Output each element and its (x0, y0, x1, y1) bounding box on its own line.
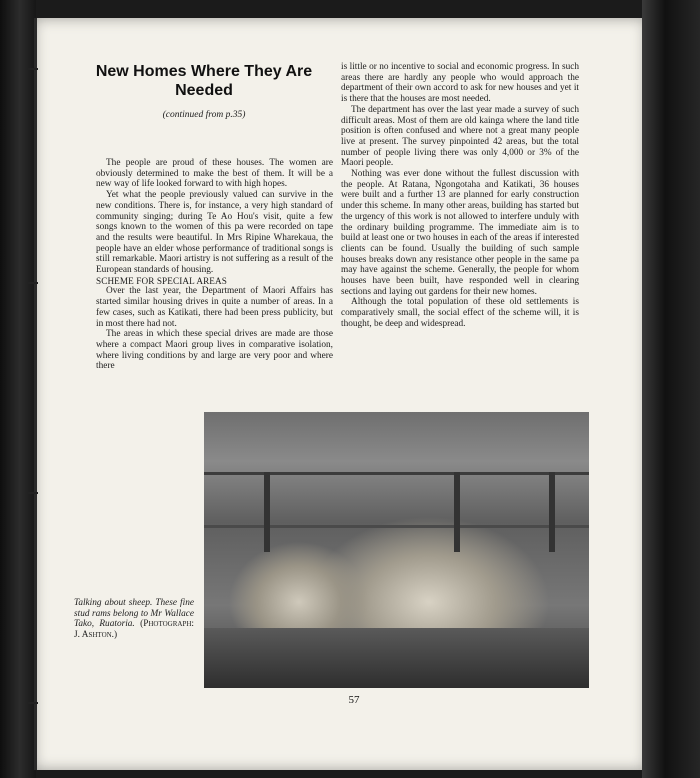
binding-tick (28, 282, 38, 284)
right-column (341, 62, 579, 330)
left-column (96, 158, 333, 372)
scan-right-edge (642, 0, 700, 778)
photo-fence-post (264, 472, 270, 552)
photo-ground (204, 628, 589, 688)
page-number: 57 (348, 694, 360, 706)
photo-fence-post (549, 472, 555, 552)
section-subhead: SCHEME FOR SPECIAL AREAS (96, 275, 227, 286)
binding-line (34, 18, 37, 770)
scan-left-edge (0, 0, 36, 778)
binding-tick (28, 702, 38, 704)
photo-fence-post (454, 472, 460, 552)
photo-caption (74, 598, 194, 641)
binding-tick (28, 492, 38, 494)
paragraph: The areas in which these special drives are made are those where a compact Maori group lives in comparative isolation, where living conditions by and large are very poor and where there (96, 329, 333, 372)
photo-fence (204, 472, 589, 528)
paragraph: Although the total population of these old settlements is comparatively small, the social effect of the scheme will, it is thought, be deep and widespread. (341, 297, 579, 329)
continued-note: (continued from p.35) (162, 110, 246, 120)
article-title: New Homes Where They Are Needed (95, 63, 313, 99)
binding-tick (28, 68, 38, 70)
paragraph: The people are proud of these houses. The women are obviously determined to make the best of them. It will be a new way of life looked forward to with high hopes. (96, 158, 333, 190)
sheep-photograph (204, 412, 589, 688)
magazine-page (34, 18, 646, 770)
paragraph: The department has over the last year made a survey of such difficult areas. Most of them are old kainga where the land title position is often confused and where not a great many people live at present. The survey pinpointed 42 areas, but the total number of people living there was only 4,000 or 3% of the Maori people. (341, 104, 579, 169)
paragraph: Nothing was ever done without the fullest discussion with the people. At Ratana, Ngongotaha and Katikati, 36 houses were built and a further 13 are planned for early construction under this scheme. In many other areas, building has started but the urgency of this work is not allowed to interfere unduly with the ordinary building programme. The immediate aim is to build at least one or two houses in each of the areas if interested clients can be found. Usually the building of such sample houses breaks down any resistance other people in the same pa may have against the scheme. Generally, the people for whom houses have been built, have responded well in clearing sections and laying out gardens for their new homes. (341, 169, 579, 297)
paragraph: Yet what the people previously valued can survive in the new conditions. There is, for instance, a very high standard of community singing; during Te Ao Hou's visit, quite a few songs known to the women of this pa were recorded on tape and the results were beautiful. In Mrs Ripine Wharekaua, the people have an elder whose performance of traditional songs is still remarkable. Maori artistry is not suffering as a result of the European standards of housing. (96, 190, 333, 276)
paragraph: is little or no incentive to social and economic progress. In such areas there are hardly any people who would approach the department of their own accord to ask for new houses and yet it is there that the houses are most needed. (341, 62, 579, 105)
caption-text: Talking about sheep. These fine stud rams belong to Mr Wallace Tako, Ruatoria. (74, 598, 194, 630)
paragraph: Over the last year, the Department of Maori Affairs has started similar housing drives in quite a number of areas. In a few cases, such as Katikati, there had been press publicity, but in most there had not. (96, 286, 333, 329)
photo-credit: (Photograph: J. Ashton.) (74, 619, 194, 641)
